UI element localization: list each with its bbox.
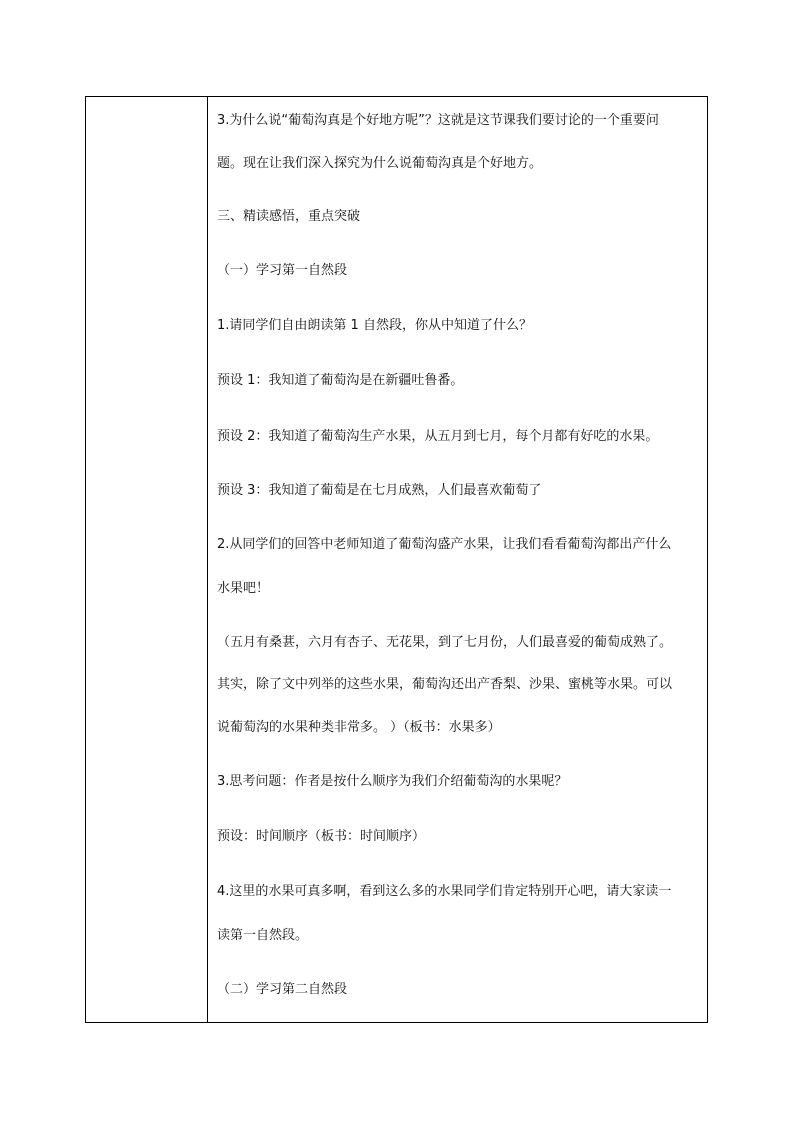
text-line: 其实，除了文中列举的这些水果，葡萄沟还出产香梨、沙果、蜜桃等水果。可以 xyxy=(217,677,673,692)
table-left-column xyxy=(86,97,208,1022)
subsection-heading: （二）学习第二自然段 xyxy=(217,982,348,997)
text-line: 3.思考问题：作者是按什么顺序为我们介绍葡萄沟的水果呢？ xyxy=(217,774,568,789)
text-line: 说葡萄沟的水果种类非常多。 ）（板书：水果多） xyxy=(217,720,501,735)
text-line: 3.为什么说“葡萄沟真是个好地方呢”？这就是这节课我们要讨论的一个重要问 xyxy=(217,113,659,128)
lesson-plan-table xyxy=(85,96,708,1023)
text-line: 预设 1：我知道了葡萄沟是在新疆吐鲁番。 xyxy=(217,373,464,388)
section-heading: 三、精读感悟，重点突破 xyxy=(217,209,361,224)
text-line: （五月有桑葚，六月有杏子、无花果，到了七月份，人们最喜爱的葡萄成熟了。 xyxy=(217,635,673,650)
text-line: 预设 2：我知道了葡萄沟生产水果，从五月到七月，每个月都有好吃的水果。 xyxy=(217,429,659,444)
text-line: 水果吧！ xyxy=(217,581,270,596)
text-line: 1.请同学们自由朗读第 1 自然段，你从中知道了什么？ xyxy=(217,318,532,333)
text-line: 读第一自然段。 xyxy=(217,928,309,943)
table-right-column xyxy=(209,97,707,1022)
subsection-heading: （一）学习第一自然段 xyxy=(217,263,348,278)
text-line: 题。现在让我们深入探究为什么说葡萄沟真是个好地方。 xyxy=(217,156,543,171)
text-line: 预设 3：我知道了葡萄是在七月成熟，人们最喜欢葡萄了 xyxy=(217,483,542,498)
text-line: 预设：时间顺序（板书：时间顺序） xyxy=(217,829,426,844)
text-line: 2.从同学们的回答中老师知道了葡萄沟盛产水果，让我们看看葡萄沟都出产什么 xyxy=(217,537,672,552)
text-line: 4.这里的水果可真多啊，看到这么多的水果同学们肯定特别开心吧，请大家读一 xyxy=(217,884,672,899)
